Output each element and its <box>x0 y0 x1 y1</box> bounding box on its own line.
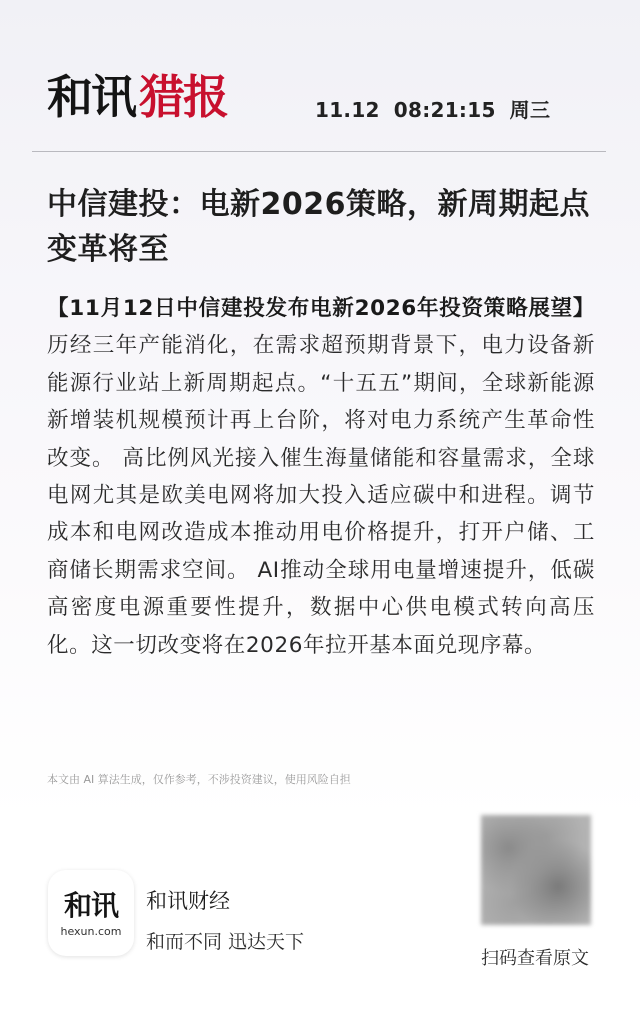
qr-code-label: 扫码查看原文 <box>481 948 589 969</box>
publish-date: 11.12 <box>315 98 380 122</box>
brand-name: 和讯财经 <box>146 889 230 913</box>
header <box>47 64 607 136</box>
logo-text-hexun: 和讯 <box>47 70 135 124</box>
logo-text-liebao: 猎报 <box>139 70 227 124</box>
publish-time: 08:21:15 <box>393 98 496 122</box>
article-lead: 【11月12日中信建投发布电新2026年投资策略展望】 <box>47 296 595 321</box>
ai-disclaimer: 本文由 AI 算法生成，仅作参考，不涉投资建议，使用风险自担 <box>47 773 351 786</box>
hexun-app-icon <box>48 870 134 956</box>
header-divider <box>32 151 606 152</box>
publish-datetime <box>315 94 564 123</box>
app-icon-logo-text: 和讯 <box>63 889 118 922</box>
article-text: 历经三年产能消化，在需求超预期背景下，电力设备新能源行业站上新周期起点。“十五五”期间，全球新能源新增装机规模预计再上台阶，将对电力系统产生革命性改变。 高比例风光接入催生海量储能和容量需求，全球电网尤其是欧美电网将加大投入适应碳中和进程。调节成本和电网改造成本推动用电价格提升，打开户储、工商储长期需求空间。 AI推动全球用电量增速提升，低碳高密度电源重要性提升，数据中心供电模式转向高压化。这一切改变将在2026年拉开基本面兑现序幕。 <box>47 333 595 658</box>
article-body <box>47 290 595 664</box>
qr-code[interactable] <box>481 815 591 925</box>
brand-slogan: 和而不同 迅达天下 <box>146 931 305 953</box>
article-title: 中信建投：电新2026策略，新周期起点变革将至 <box>47 187 590 267</box>
hexun-lieBao-logo <box>47 64 227 130</box>
app-icon-domain: hexun.com <box>60 925 122 938</box>
publish-weekday: 周三 <box>509 98 551 122</box>
